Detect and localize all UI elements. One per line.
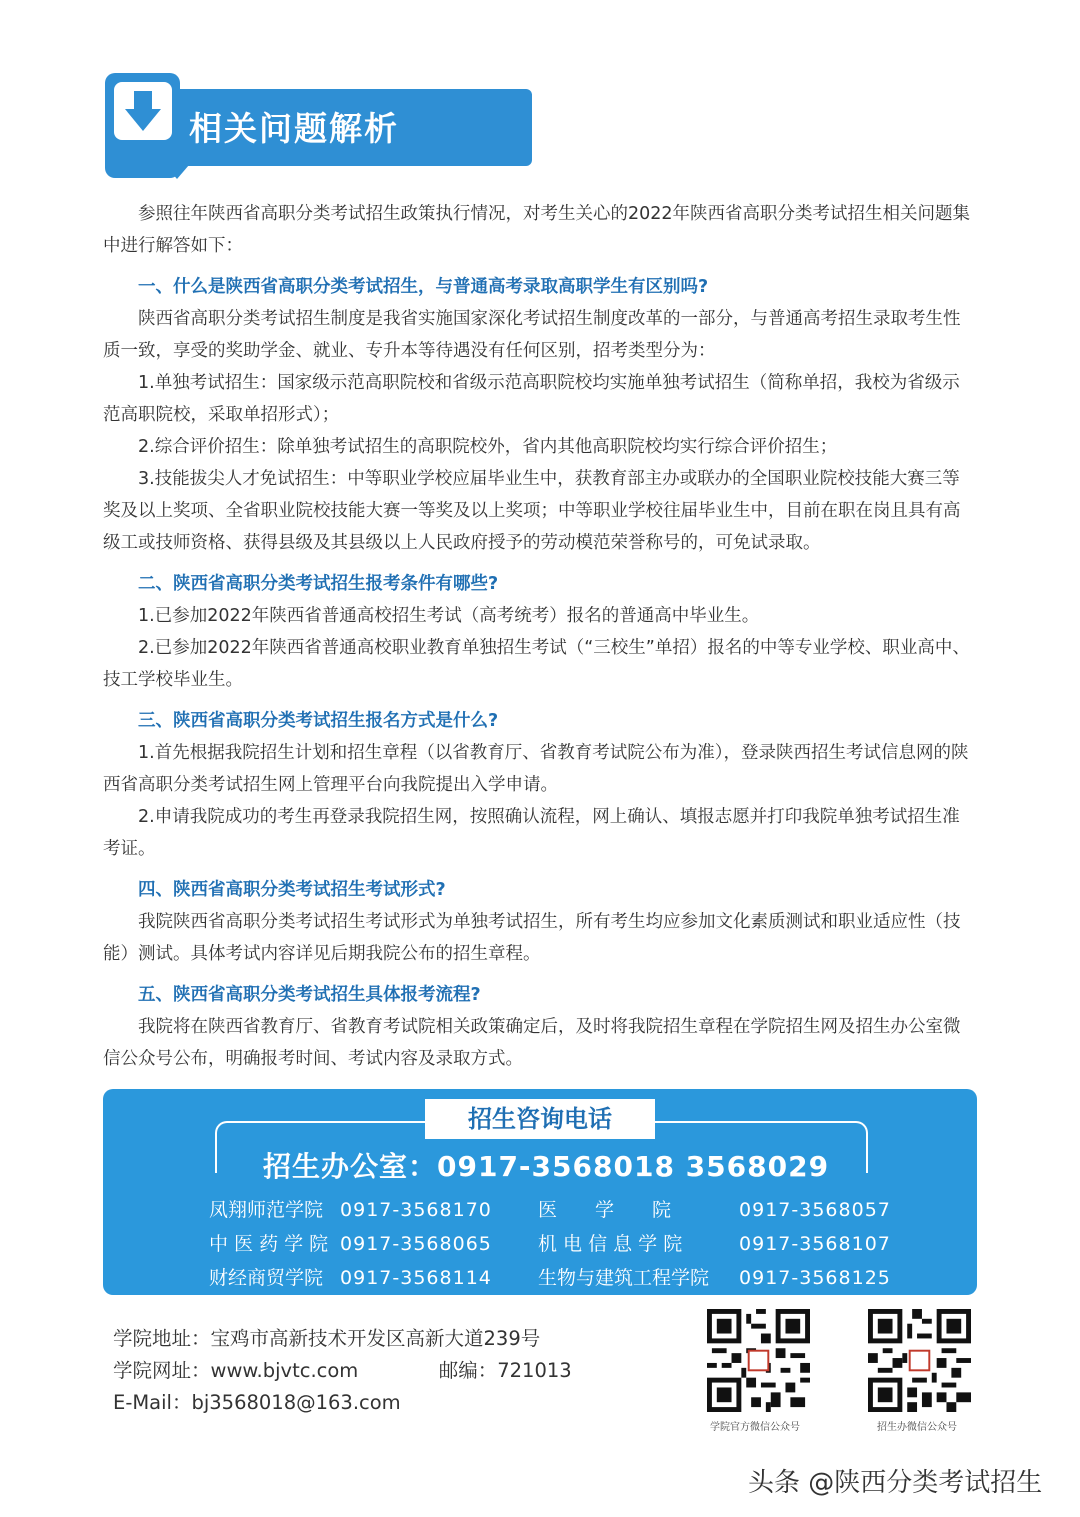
- dept-name: 财经商贸学院: [209, 1267, 324, 1289]
- website-link[interactable]: 学院网址：www.bjvtc.com: [113, 1359, 359, 1382]
- qr-code-admissions-icon[interactable]: [868, 1309, 971, 1412]
- dept-phone-row: [209, 1195, 492, 1222]
- watermark: 头条 @陕西分类考试招生: [748, 1468, 1043, 1498]
- section-heading-2: 二、陕西省高职分类考试招生报考条件有哪些?: [138, 574, 499, 594]
- section-heading-3: 三、陕西省高职分类考试招生报名方式是什么?: [138, 711, 499, 731]
- qr-code-official-icon[interactable]: [707, 1309, 810, 1412]
- dept-name: 机 电 信 息 学 院: [538, 1233, 683, 1255]
- header-pointer: [165, 165, 189, 179]
- admissions-office-phone: 招生办公室：0917-3568018 3568029: [263, 1150, 830, 1183]
- dept-phone-row: [538, 1263, 891, 1290]
- dept-phone-row: [538, 1195, 891, 1222]
- dept-name: 凤翔师范学院: [209, 1199, 324, 1221]
- address-line: 学院地址：宝鸡市高新技术开发区高新大道239号: [113, 1327, 541, 1350]
- dept-phone: 0917-3568057: [739, 1199, 891, 1221]
- section-3-paragraph: 2.申请我院成功的考生再登录我院招生网，按照确认流程，网上确认、填报志愿并打印我院单独考试招生准考证。: [103, 807, 960, 859]
- dept-phone: 0917-3568114: [340, 1267, 492, 1289]
- contact-label: 招生咨询电话: [425, 1099, 655, 1139]
- dept-name: 医 学 院: [538, 1199, 672, 1221]
- faq-content: [103, 198, 975, 1075]
- dept-phone: 0917-3568170: [340, 1199, 492, 1221]
- intro-paragraph: 参照往年陕西省高职分类考试招生政策执行情况，对考生关心的2022年陕西省高职分类考试招生相关问题集中进行解答如下：: [103, 204, 971, 256]
- dept-phone-row: [209, 1263, 492, 1290]
- email-link[interactable]: E-Mail：bj3568018@163.com: [113, 1391, 401, 1414]
- website-row: [113, 1355, 572, 1387]
- section-heading-4: 四、陕西省高职分类考试招生考试形式?: [138, 880, 446, 900]
- section-1-paragraph: 2.综合评价招生：除单独考试招生的高职院校外，省内其他高职院校均实行综合评价招生；: [138, 437, 838, 457]
- section-2-paragraph: 1.已参加2022年陕西省普通高校招生考试（高考统考）报名的普通高中毕业生。: [138, 606, 760, 626]
- section-3-paragraph: 1.首先根据我院招生计划和招生章程（以省教育厅、省教育考试院公布为准），登录陕西招生考试信息网的陕西省高职分类考试招生网上管理平台向我院提出入学申请。: [103, 743, 969, 795]
- section-1-paragraph: 3.技能拔尖人才免试招生：中等职业学校应届毕业生中，获教育部主办或联办的全国职业院校技能大赛三等奖及以上奖项、全省职业院校技能大赛一等奖及以上奖项；中等职业学校往届毕业生中，目前在职在岗且具有高级工或技师资格、获得县级及其县级以上人民政府授予的劳动模范荣誉称号的，可免试录取。: [103, 469, 961, 553]
- section-1-paragraph: 1.单独考试招生：国家级示范高职院校和省级示范高职院校均实施单独考试招生（简称单招，我校为省级示范高职院校，采取单招形式）；: [103, 373, 960, 425]
- section-2-paragraph: 2.已参加2022年陕西省普通高校职业教育单独招生考试（“三校生”单招）报名的中等专业学校、职业高中、技工学校毕业生。: [103, 638, 970, 690]
- section-1-paragraph: 陕西省高职分类考试招生制度是我省实施国家深化考试招生制度改革的一部分，与普通高考招生录取考生性质一致，享受的奖助学金、就业、专升本等待遇没有任何区别，招考类型分为：: [103, 309, 961, 361]
- postcode: 邮编：721013: [438, 1359, 572, 1382]
- school-info: [113, 1323, 572, 1419]
- dept-name: 中 医 药 学 院: [209, 1233, 329, 1255]
- dept-phone: 0917-3568107: [739, 1233, 891, 1255]
- section-heading-1: 一、什么是陕西省高职分类考试招生，与普通高考录取高职学生有区别吗?: [138, 277, 709, 297]
- dept-phone-row: [209, 1229, 492, 1256]
- contact-panel: [103, 1089, 977, 1295]
- qr-caption: 招生办微信公众号: [877, 1422, 957, 1433]
- download-arrow-icon: [114, 82, 172, 140]
- section-5-paragraph: 我院将在陕西省教育厅、省教育考试院相关政策确定后，及时将我院招生章程在学院招生网及招生办公室微信公众号公布，明确报考时间、考试内容及录取方式。: [103, 1017, 961, 1069]
- page-title: 相关问题解析: [189, 109, 399, 148]
- section-4-paragraph: 我院陕西省高职分类考试招生考试形式为单独考试招生，所有考生均应参加文化素质测试和职业适应性（技能）测试。具体考试内容详见后期我院公布的招生章程。: [103, 912, 961, 964]
- dept-phone: 0917-3568065: [340, 1233, 492, 1255]
- header-tab: [105, 73, 180, 178]
- dept-phone: 0917-3568125: [739, 1267, 891, 1289]
- dept-phone-row: [538, 1229, 891, 1256]
- dept-name: 生物与建筑工程学院: [538, 1267, 710, 1289]
- qr-caption: 学院官方微信公众号: [710, 1422, 800, 1433]
- section-heading-5: 五、陕西省高职分类考试招生具体报考流程?: [138, 985, 481, 1005]
